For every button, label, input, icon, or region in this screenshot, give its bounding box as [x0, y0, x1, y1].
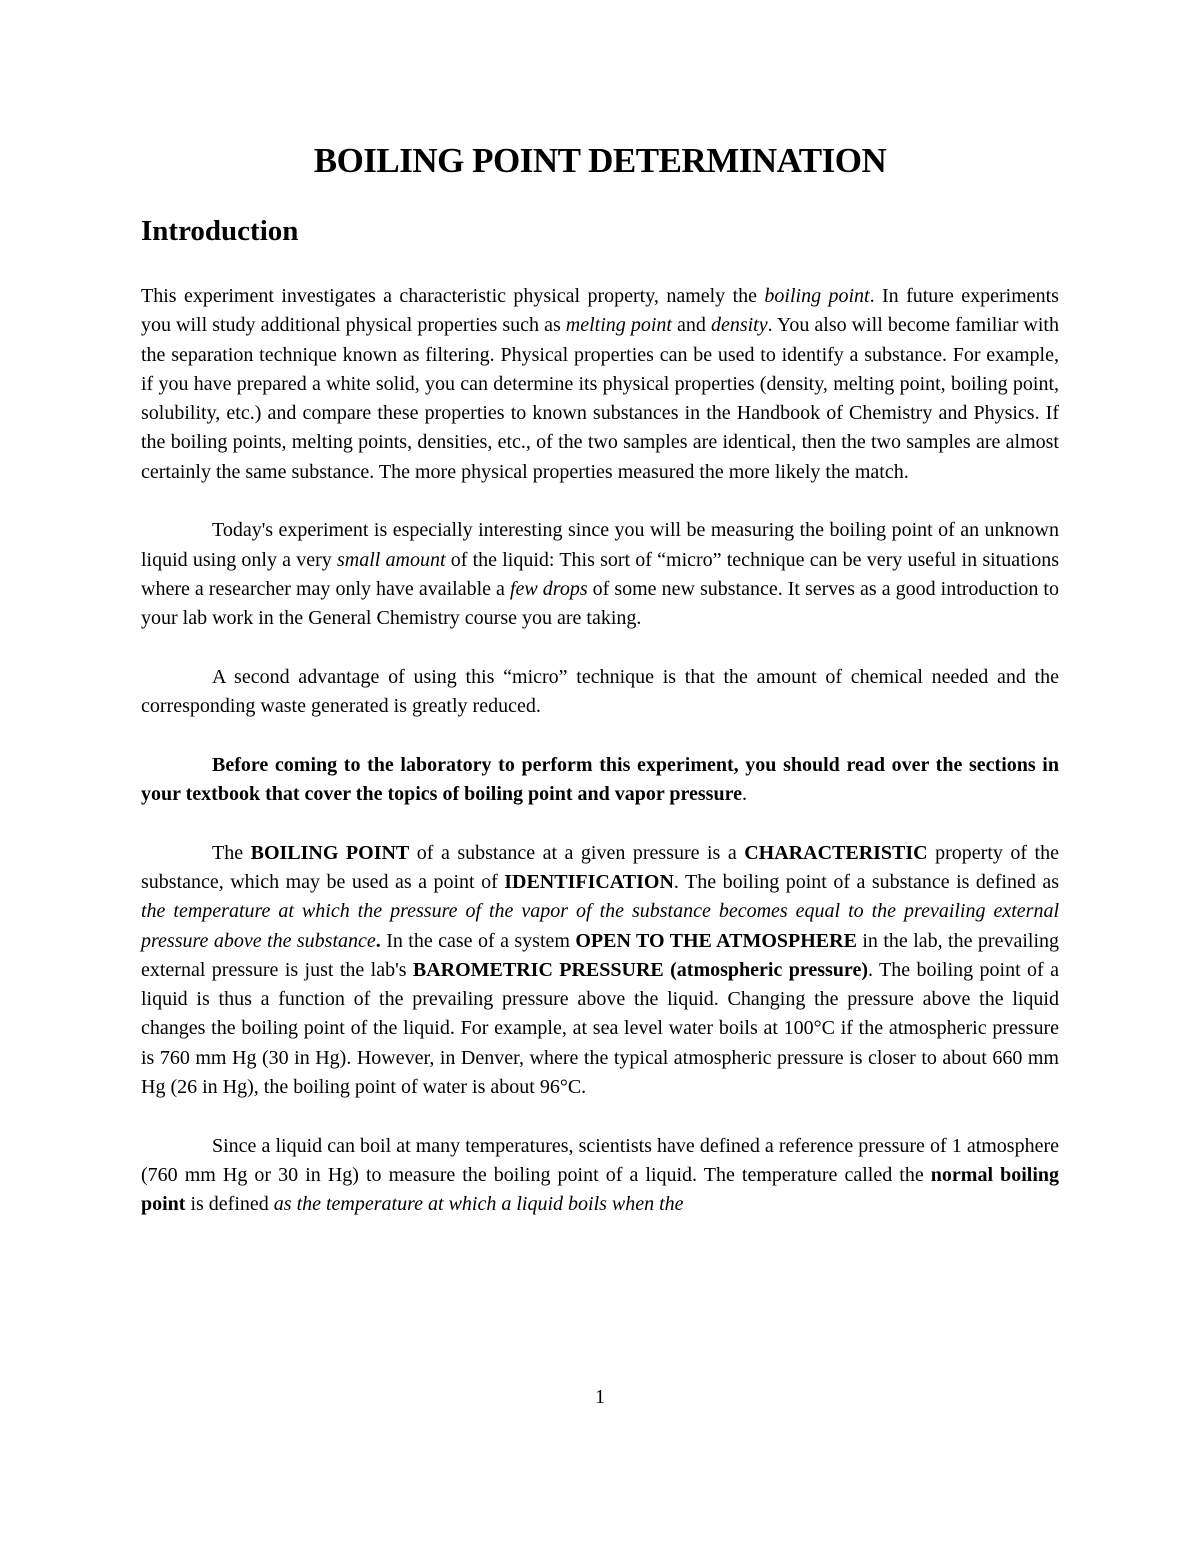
text-run: of a substance at a given pressure is a	[409, 841, 745, 864]
paragraph-1	[141, 282, 1059, 487]
bold-reading-notice: Before coming to the laboratory to perform this experiment, you should read over the sections in your textbook that cover the topics of boiling point and vapor pressure	[141, 753, 1059, 806]
emphasis-small-amount: small amount	[337, 548, 446, 571]
paragraph-2	[141, 516, 1059, 633]
text-run: .	[741, 783, 747, 806]
text-run: and	[671, 314, 711, 337]
paragraph-6-normal-boiling-point	[141, 1132, 1059, 1220]
emphasis-definition: the temperature at which the pressure of the vapor of the substance becomes equal to the prevailing external pressure above the substance	[141, 900, 1059, 952]
page-number: 1	[595, 1386, 605, 1408]
text-run: is defined	[185, 1193, 274, 1216]
text-run: property of the substance, which may be used as a point of	[141, 841, 1059, 893]
text-run: Since a liquid can boil at many temperatures, scientists have defined a reference pressure of 1 atmosphere (760 mm Hg or 30 in Hg) to measure the boiling point of a liquid. The temperature called the	[141, 1134, 1059, 1186]
text-run: in the lab, the prevailing external pressure is just the lab's	[141, 929, 1060, 981]
text-run: of the liquid: This sort of “micro” technique can be very useful in situations where a researcher may only have available a	[141, 548, 1059, 600]
bold-boiling-point: BOILING POINT	[250, 841, 410, 864]
emphasis-normal-definition: as the temperature at which a liquid boils when the	[273, 1193, 684, 1216]
document-body	[141, 282, 1059, 1249]
text-run: Today's experiment is especially interesting since you will be measuring the boiling point of an unknown liquid using only a very	[141, 519, 1059, 571]
paragraph-3	[141, 663, 1059, 722]
text-run: The	[212, 841, 251, 864]
text-run: . You also will become familiar with the separation technique known as filtering. Physical properties can be used to identify a substance. For example, if you have prepared a white solid, you can determine its physical properties (density, melting point, boiling point, solubility, etc.) and compare these properties to known substances in the Handbook of Chemistry and Physics. If the boiling points, melting points, densities, etc., of the two samples are identical, then the two samples are almost certainly the same substance. The more physical properties measured the more likely the match.	[141, 314, 1059, 483]
bold-period: .	[375, 929, 381, 952]
text-run: of some new substance. It serves as a good introduction to your lab work in the General Chemistry course you are taking.	[141, 577, 1059, 630]
text-run: This experiment investigates a characteristic physical property, namely the	[141, 285, 765, 307]
bold-normal-boiling-point: normal boiling point	[141, 1163, 1059, 1216]
text-run: . The boiling point of a liquid is thus a function of the prevailing pressure above the liquid. Changing the pressure above the liquid changes the boiling point of the liquid. For example, at sea level water boils at 100°C if the atmospheric pressure is 760 mm Hg (30 in Hg). However, in Denver, where the typical atmospheric pressure is closer to about 660 mm Hg (26 in Hg), the boiling point of water is about 96°C.	[141, 958, 1059, 1099]
text-run: A second advantage of using this “micro” technique is that the amount of chemical needed and the corresponding waste generated is greatly reduced.	[141, 665, 1059, 718]
bold-open-to-atmosphere: OPEN TO THE ATMOSPHERE	[575, 929, 857, 952]
emphasis-density: density	[710, 314, 768, 337]
paragraph-4-reading-notice	[141, 751, 1059, 810]
document-title: BOILING POINT DETERMINATION	[313, 141, 887, 180]
emphasis-melting-point: melting point	[565, 314, 672, 337]
bold-identification: IDENTIFICATION	[504, 870, 674, 893]
text-run: . In future experiments you will study additional physical properties such as	[141, 285, 1059, 337]
bold-barometric-pressure: BAROMETRIC PRESSURE (atmospheric pressure)	[412, 958, 868, 981]
section-heading-introduction: Introduction	[141, 215, 299, 247]
bold-characteristic: CHARACTERISTIC	[744, 841, 928, 864]
emphasis-few-drops: few drops	[509, 577, 588, 600]
text-run: In the case of a system	[380, 929, 576, 952]
paragraph-5-definition	[141, 839, 1059, 1103]
text-run: . The boiling point of a substance is defined as	[673, 870, 1059, 893]
emphasis-boiling-point: boiling point	[764, 285, 870, 307]
